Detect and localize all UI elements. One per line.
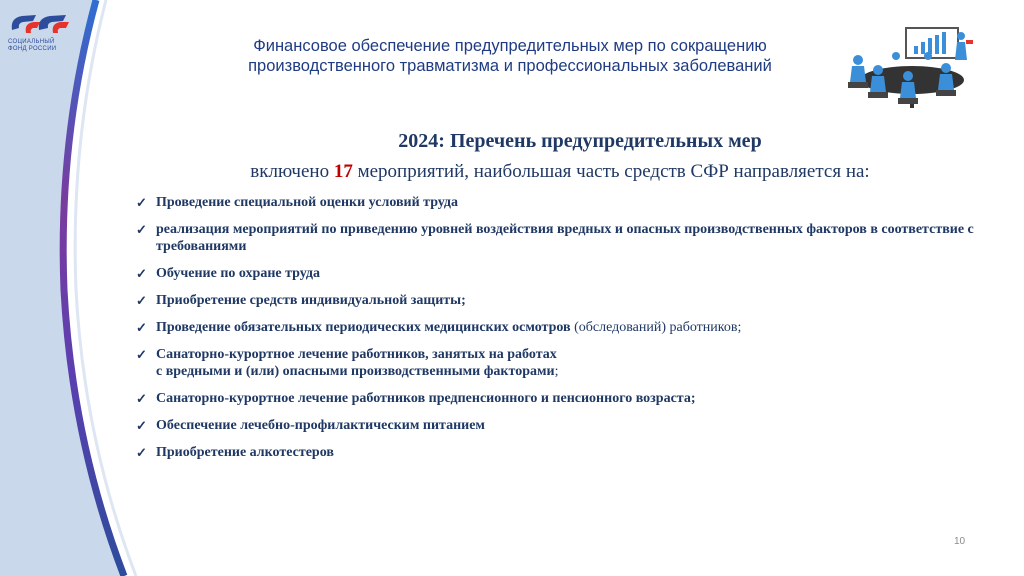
list-item-text: Санаторно-курортное лечение работников, занятых на работах xyxy=(156,347,557,362)
list-item-text: Санаторно-курортное лечение работников предпенсионного и пенсионного возраста; xyxy=(156,391,696,406)
list-item xyxy=(134,265,994,282)
intro-prefix: включено xyxy=(250,161,334,182)
sfr-logo-icon xyxy=(6,8,72,38)
list-item xyxy=(134,390,994,407)
logo-text-line: ФОНД РОССИИ xyxy=(8,46,57,52)
checkmark-icon: ✓ xyxy=(136,320,147,335)
page-title xyxy=(180,36,840,76)
checkmark-icon: ✓ xyxy=(136,391,147,406)
list-item-text: Проведение обязательных периодических медицинских осмотров xyxy=(156,320,571,335)
logo-caption xyxy=(8,39,76,53)
title-line-1: Финансовое обеспечение предупредительных мер по сокращению xyxy=(253,37,767,55)
measures-count: 17 xyxy=(333,161,353,182)
list-item xyxy=(134,319,994,336)
page-number: 10 xyxy=(954,536,966,547)
list-item-text: Проведение специальной оценки условий труда xyxy=(156,195,459,210)
title-line-2: производственного травматизма и профессиональных заболеваний xyxy=(248,57,772,75)
section-heading: 2024: Перечень предупредительных мер xyxy=(398,130,762,152)
checkmark-icon: ✓ xyxy=(136,445,147,460)
intro-suffix: мероприятий, наибольшая часть средств СФР направляется на: xyxy=(352,161,870,182)
checkmark-icon: ✓ xyxy=(136,418,147,433)
logo-text-line: СОЦИАЛЬНЫЙ xyxy=(8,39,55,45)
checkmark-icon: ✓ xyxy=(136,195,147,210)
list-item-text-line2: с вредными и (или) опасными производственными факторами xyxy=(156,364,555,379)
list-item xyxy=(134,194,994,211)
list-item xyxy=(134,292,994,309)
list-item-suffix: (обследований) работников; xyxy=(570,320,742,335)
intro-text xyxy=(140,161,980,183)
checkmark-icon: ✓ xyxy=(136,222,147,237)
checkmark-icon: ✓ xyxy=(136,266,147,281)
list-item-text: Обучение по охране труда xyxy=(156,266,320,281)
list-item xyxy=(134,444,994,461)
logo xyxy=(6,8,76,53)
checkmark-icon: ✓ xyxy=(136,293,147,308)
checkmark-icon: ✓ xyxy=(136,347,147,362)
list-item-text: Приобретение средств индивидуальной защиты; xyxy=(156,293,466,308)
list-item xyxy=(134,346,994,380)
measures-list xyxy=(134,194,994,471)
list-item-text: реализация мероприятий по приведению уровней воздействия вредных и опасных производственных факторов в соответствие с требованиями xyxy=(156,222,974,254)
list-item xyxy=(134,221,994,255)
list-item-suffix: ; xyxy=(554,364,559,379)
list-item-text: Обеспечение лечебно-профилактическим питанием xyxy=(156,418,485,433)
list-item xyxy=(134,417,994,434)
decorative-left-band xyxy=(0,0,140,576)
list-item-text: Приобретение алкотестеров xyxy=(156,445,334,460)
meeting-presentation-illustration-icon xyxy=(834,24,984,116)
